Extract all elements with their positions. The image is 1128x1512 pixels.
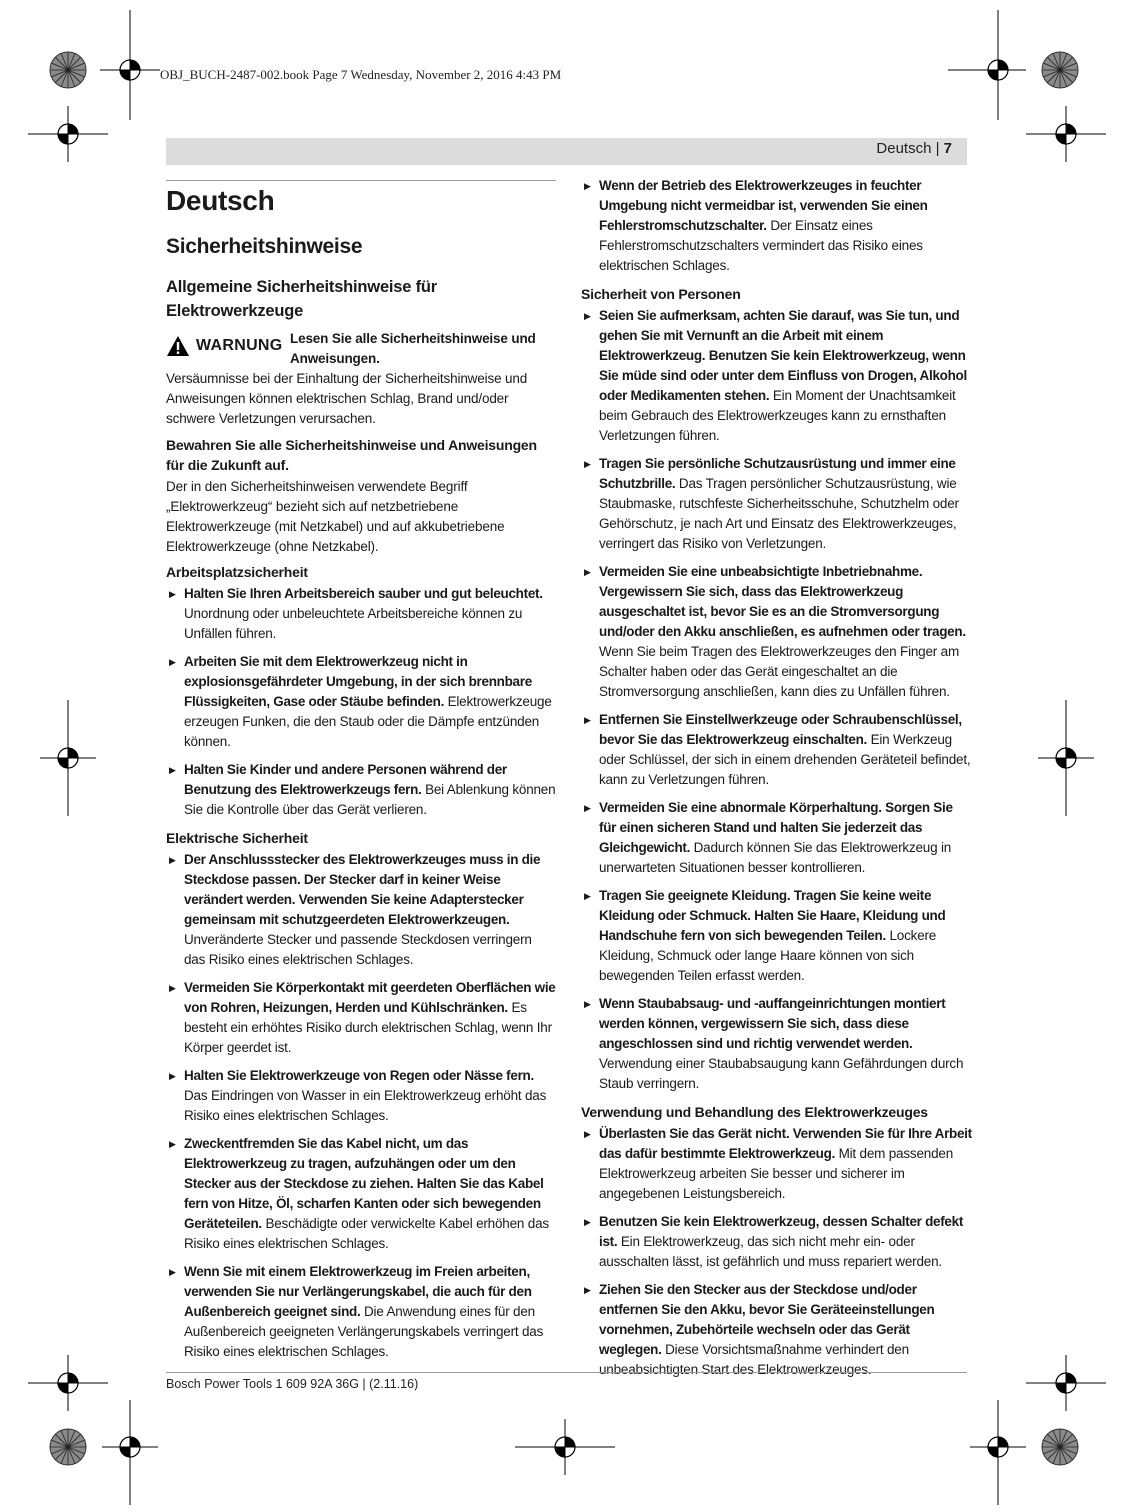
safety-item <box>581 562 973 702</box>
safety-item-lead: Ziehen Sie den Stecker aus der Steckdose und/oder entfernen Sie den Akku, bevor Sie Geräteeinstellungen vornehmen, Zubehörteile wechseln oder das Gerät weglegen. <box>599 1282 935 1357</box>
safety-item-lead: Entfernen Sie Einstellwerkzeuge oder Schraubenschlüssel, bevor Sie das Elektrowerkzeug einschalten. <box>599 712 962 747</box>
safety-item-lead: Halten Sie Ihren Arbeitsbereich sauber und gut beleuchtet. <box>184 586 543 601</box>
safety-item-text: Verwendung einer Staubabsaugung kann Gefährdungen durch Staub verringern. <box>599 1056 964 1091</box>
safety-item <box>581 454 973 554</box>
keep-instructions: Bewahren Sie alle Sicherheitshinweise und Anweisungen für die Zukunft auf. <box>166 437 537 473</box>
safety-item-lead: Der Anschlussstecker des Elektrowerkzeuges muss in die Steckdose passen. Der Stecker darf in keiner Weise verändert werden. Verwenden Sie keine Adapterstecker gemeinsam mit schutzgeerdeten Elektrowerkzeugen. <box>184 852 541 927</box>
safety-item-lead: Überlasten Sie das Gerät nicht. Verwenden Sie für Ihre Arbeit das dafür bestimmte Elektrowerkzeug. <box>599 1126 972 1161</box>
safety-item-text: Unordnung oder unbeleuchtete Arbeitsbereiche können zu Unfällen führen. <box>184 606 523 641</box>
running-header <box>876 140 952 157</box>
safety-item <box>581 1212 973 1272</box>
safety-item-text: Das Tragen persönlicher Schutzausrüstung, wie Staubmaske, rutschfeste Sicherheitsschuhe, Schutzhelm oder Gehörschutz, je nach Art und Einsatz des Elektrowerkzeuges, verringert das Risiko von Verletzungen. <box>599 476 959 551</box>
left-column <box>166 180 556 1370</box>
safety-item <box>581 1280 973 1380</box>
safety-item-text: Ein Werkzeug oder Schlüssel, der sich in einem drehenden Geräteteil befindet, kann zu Verletzungen führen. <box>599 732 971 787</box>
page-number: 7 <box>943 140 952 157</box>
safety-item <box>581 1124 973 1204</box>
warning-badge <box>166 335 283 357</box>
safety-item <box>581 306 973 446</box>
safety-item-text: Lockere Kleidung, Schmuck oder lange Haare können von sich bewegenden Teilen erfasst werden. <box>599 928 937 983</box>
safety-item-text: Ein Moment der Unachtsamkeit beim Gebrauch des Elektrowerkzeuges kann zu ernsthaften Verletzungen führen. <box>599 388 956 443</box>
warning-block <box>166 329 556 369</box>
list-workplace-safety <box>166 584 556 820</box>
safety-item-text: Der Einsatz eines Fehlerstromschutzschalters vermindert das Risiko eines elektrischen Schlages. <box>599 218 923 273</box>
term-definition: Der in den Sicherheitshinweisen verwendete Begriff „Elektrowerkzeug“ bezieht sich auf netzbetriebene Elektrowerkzeuge (mit Netzkabel) und auf akkubetriebene Elektrowerkzeuge (ohne Netzkabel). <box>166 479 505 554</box>
safety-item-lead: Arbeiten Sie mit dem Elektrowerkzeug nicht in explosionsgefährdeter Umgebung, in der sich brennbare Flüssigkeiten, Gase oder Stäube befinden. <box>184 654 532 709</box>
safety-item-lead: Vermeiden Sie eine abnormale Körperhaltung. Sorgen Sie für einen sicheren Stand und halten Sie jederzeit das Gleichgewicht. <box>599 800 953 855</box>
safety-item-lead: Halten Sie Elektrowerkzeuge von Regen oder Nässe fern. <box>184 1068 534 1083</box>
safety-item-lead: Halten Sie Kinder und andere Personen während der Benutzung des Elektrowerkzeugs fern. <box>184 762 507 797</box>
warning-triangle-icon <box>166 335 190 357</box>
safety-item <box>166 760 556 820</box>
heading-workplace-safety: Arbeitsplatzsicherheit <box>166 564 308 580</box>
safety-item-text: Unveränderte Stecker und passende Steckdosen verringern das Risiko eines elektrischen Schlages. <box>184 932 532 967</box>
safety-item <box>581 994 973 1094</box>
page-title: Deutsch <box>166 185 275 216</box>
warning-label: WARNUNG <box>196 337 283 354</box>
warning-body: Versäumnisse bei der Einhaltung der Sicherheitshinweise und Anweisungen können elektrischen Schlag, Brand und/oder schwere Verletzungen verursachen. <box>166 371 528 426</box>
section-title: Sicherheitshinweise <box>166 235 363 258</box>
right-column <box>581 176 973 1388</box>
list-electrical-safety-continued <box>581 176 973 276</box>
subsection-title: Allgemeine Sicherheitshinweise für Elektrowerkzeuge <box>166 278 438 320</box>
safety-item-lead: Vermeiden Sie eine unbeabsichtigte Inbetriebnahme. Vergewissern Sie sich, dass das Elektrowerkzeug ausgeschaltet ist, bevor Sie es an die Stromversorgung und/oder den Akku anschließen, es aufnehmen oder tragen. <box>599 564 966 639</box>
safety-item-lead: Wenn Sie mit einem Elektrowerkzeug im Freien arbeiten, verwenden Sie nur Verlängerungskabel, die auch für den Außenbereich geeignet sind. <box>184 1264 532 1319</box>
running-header-band <box>166 138 967 165</box>
print-slug: OBJ_BUCH-2487-002.book Page 7 Wednesday, November 2, 2016 4:43 PM <box>160 67 562 82</box>
safety-item-text: Bei Ablenkung können Sie die Kontrolle über das Gerät verlieren. <box>184 782 556 817</box>
heading-tool-use: Verwendung und Behandlung des Elektrowerkzeuges <box>581 1104 928 1120</box>
safety-item-text: Das Eindringen von Wasser in ein Elektrowerkzeug erhöht das Risiko eines elektrischen Schlages. <box>184 1088 547 1123</box>
safety-item-lead: Wenn der Betrieb des Elektrowerkzeuges in feuchter Umgebung nicht vermeidbar ist, verwenden Sie einen Fehlerstromschutzschalter. <box>599 178 928 233</box>
list-electrical-safety <box>166 850 556 1362</box>
safety-item-lead: Zweckentfremden Sie das Kabel nicht, um das Elektrowerkzeug zu tragen, aufzuhängen oder um den Stecker aus der Steckdose zu ziehen. Halten Sie das Kabel fern von Hitze, Öl, scharfen Kanten oder sich bewegenden Geräteteilen. <box>184 1136 544 1231</box>
safety-item <box>166 978 556 1058</box>
list-personal-safety <box>581 306 973 1094</box>
safety-item-lead: Wenn Staubabsaug- und -auffangeinrichtungen montiert werden können, vergewissern Sie sich, dass diese angeschlossen sind und richtig verwendet werden. <box>599 996 946 1051</box>
safety-item <box>581 798 973 878</box>
safety-item-text: Elektrowerkzeuge erzeugen Funken, die den Staub oder die Dämpfe entzünden können. <box>184 694 552 749</box>
safety-item <box>166 1066 556 1126</box>
safety-item-lead: Seien Sie aufmerksam, achten Sie darauf, was Sie tun, und gehen Sie mit Vernunft an die Arbeit mit einem Elektrowerkzeug. Benutzen Sie kein Elektrowerkzeug, wenn Sie müde sind oder unter dem Einfluss von Drogen, Alkohol oder Medikamenten stehen. <box>599 308 967 403</box>
safety-item <box>581 710 973 790</box>
heading-electrical-safety: Elektrische Sicherheit <box>166 830 308 846</box>
safety-item <box>581 176 973 276</box>
safety-item-text: Dadurch können Sie das Elektrowerkzeug in unerwarteten Situationen besser kontrollieren. <box>599 840 952 875</box>
crop-mark-tl <box>100 10 160 120</box>
safety-item-lead: Benutzen Sie kein Elektrowerkzeug, dessen Schalter defekt ist. <box>599 1214 964 1249</box>
safety-item-text: Es besteht ein erhöhtes Risiko durch elektrischen Schlag, wenn Ihr Körper geerdet ist. <box>184 1000 552 1055</box>
footer: Bosch Power Tools 1 609 92A 36G | (2.11.16) <box>166 1377 419 1391</box>
header-separator: | <box>931 140 944 157</box>
safety-item-text: Die Anwendung eines für den Außenbereich geeigneten Verlängerungskabels verringert das Risiko eines elektrischen Schlages. <box>184 1304 544 1359</box>
safety-item <box>166 850 556 970</box>
safety-item <box>581 886 973 986</box>
heading-personal-safety: Sicherheit von Personen <box>581 286 741 302</box>
safety-item <box>166 652 556 752</box>
footer-divider <box>166 1372 967 1373</box>
list-tool-use <box>581 1124 973 1380</box>
safety-item <box>166 1134 556 1254</box>
safety-item-text: Mit dem passenden Elektrowerkzeug arbeiten Sie besser und sicherer im angegebenen Leistungsbereich. <box>599 1146 953 1201</box>
safety-item <box>166 584 556 644</box>
safety-item-text: Wenn Sie beim Tragen des Elektrowerkzeuges den Finger am Schalter haben oder das Gerät eingeschaltet an die Stromversorgung anschließen, kann dies zu Unfällen führen. <box>599 644 959 699</box>
safety-item <box>166 1262 556 1362</box>
warning-bold-text: Lesen Sie alle Sicherheitshinweise und Anweisungen. <box>290 331 536 366</box>
safety-item-text: Beschädigte oder verwickelte Kabel erhöhen das Risiko eines elektrischen Schlages. <box>184 1216 549 1251</box>
safety-item-text: Diese Vorsichtsmaßnahme verhindert den unbeabsichtigten Start des Elektrowerkzeuges. <box>599 1342 909 1377</box>
divider <box>166 180 556 181</box>
header-language: Deutsch <box>876 140 932 157</box>
safety-item-lead: Vermeiden Sie Körperkontakt mit geerdeten Oberflächen wie von Rohren, Heizungen, Herden und Kühlschränken. <box>184 980 556 1015</box>
safety-item-lead: Tragen Sie persönliche Schutzausrüstung und immer eine Schutzbrille. <box>599 456 956 491</box>
safety-item-lead: Tragen Sie geeignete Kleidung. Tragen Sie keine weite Kleidung oder Schmuck. Halten Sie Haare, Kleidung und Handschuhe fern von sich bewegenden Teilen. <box>599 888 946 943</box>
safety-item-text: Ein Elektrowerkzeug, das sich nicht mehr ein- oder ausschalten lässt, ist gefährlich und muss repariert werden. <box>599 1234 942 1269</box>
